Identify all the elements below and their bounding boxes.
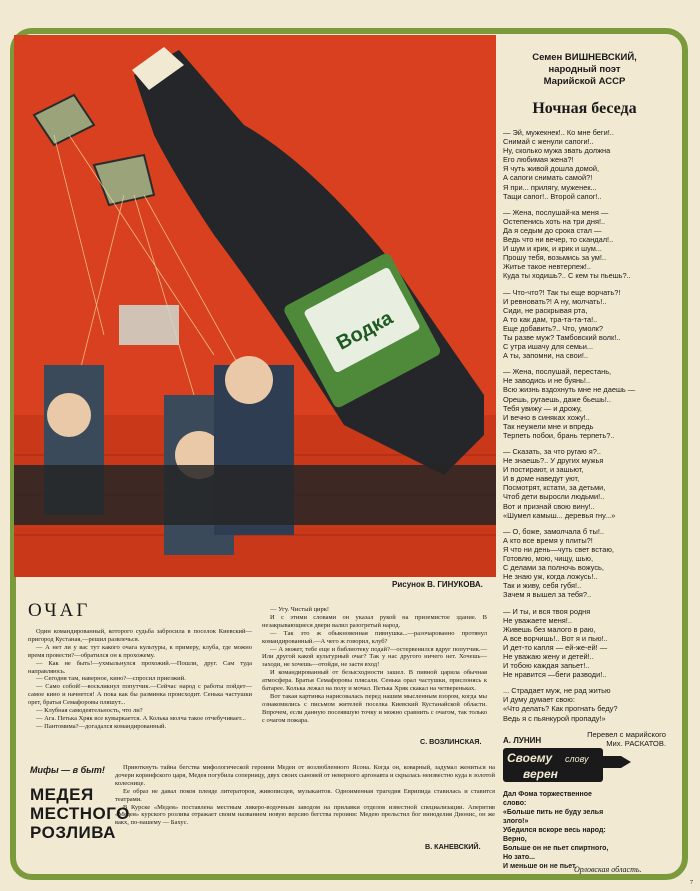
fable-line: злого!» [503,818,529,825]
poem-line: Терпеть побои, брань терпеть?.. [503,430,615,440]
poem-title: Ночная беседа [532,100,637,117]
poem-stanza [503,208,666,281]
fable-location: Орловская область. [574,865,642,874]
paragraph: И с этими словами он указал рукой на приземистое здание. В незакрывающиеся двери валил разогретый народ. [262,613,487,629]
paragraph: Приюткнуть тайна бегства мифологической героини Медеи от возлюбленного Ясона. Когда он, коварный, задумал жениться на дочери коринфского царя, Медея погубила соперницу, двух своих сыновей от неверного аргонавта и скрылась неизвестно куда в золотой колеснице. [115,764,495,787]
page-number: 7 [690,880,693,886]
medea-title-line: РОЗЛИВА [30,823,116,842]
paragraph: — Сегодня там, наверное, кино?—спросил приезжий. [36,675,186,683]
poem-line: Готовлю, мою, чищу, шью, [503,554,594,564]
poem-line: — Жена, послушай, перестань, [503,367,612,377]
poem-line: И ревновать?! А ну, молчать!.. [503,296,607,306]
poem-line: Куда ты ходишь?.. С кем ты пьешь?.. [503,271,631,281]
poem-line: Всю жизнь вздохнуть мне не даешь — [503,385,636,395]
author-line: Марийской АССР [543,76,626,87]
poem-line: Не заводись и не буянь!.. [503,376,591,386]
fable-line: Убедился вскоре весь народ: [503,827,606,834]
poem-stanza [503,686,666,722]
poem-line: И шум и крик, и крик и шум... [503,244,602,254]
ochag-column-2 [262,606,487,725]
paragraph: Вот такая картинка нарисовалась перед нашим мысленным взором, когда мы ознакомились с письмом жителей поселка Киевский Кустанайской области. Впрочем, если данную посеявшую точку и можно сравнить с очагом, так только с очагом пожара. [262,692,487,724]
fable-line: Но зато... [503,854,536,861]
poem-line: Остепенись хоть на три дня!.. [503,216,606,226]
paragraph: — А может, тебе еще и библиотеку подай?—остервенился вдруг попутчик.—Или другой какой культурный очаг? Так у нас другого ничего нет. Хочешь—заходи, не хочешь—отойди, не застя вход! [262,645,487,669]
fable-line: Дал Фома торжественное [503,791,592,798]
ochag-signature: С. ВОЗЛИНСКАЯ. [420,737,482,746]
poem-line: Еще добавить?.. Что, умолк? [503,323,603,333]
poem-line: Тебя увижу — и дрожу, [503,403,582,413]
ochag-column-1 [28,628,252,731]
poem-line: И в доме наведут уют, [503,474,580,484]
poem-stanza [503,288,666,361]
poem-line: «Что делать? Как прогнать беду? [503,704,618,714]
myth-column-1 [115,764,495,827]
paragraph: — Пантомима?—догадался командированный. [36,722,167,730]
poem-line: Не нравится —беги разводи!.. [503,670,607,680]
author-line: Семен ВИШНЕВСКИЙ, [532,52,637,63]
poem-line: Посмотрят, кстати, за детьми, [503,483,606,493]
poem-line: — И ты, и вся твоя родня [503,606,591,616]
fable-line: Больше он не пьет спиртного, [503,845,609,852]
poem-line: А то как дам, тра-та-та-та!.. [503,314,598,324]
poem-line: Ведь я с пьянкурой пропаду!» [503,713,606,723]
poem-line: Так неужели мне и впредь [503,421,594,431]
ochag-title: ОЧАГ [28,600,91,621]
poem-line: Да я седым до срока стал — [503,225,602,235]
paragraph: — Так это ж обыкновенная пивнушка...—разочарованно протянул командированный.—А чего ж говорил, клуб? [262,629,487,645]
poem-line: Ты разве муж? Тамбовский волк!.. [503,332,621,342]
poem-line: Я что ни день—чуть свет встаю, [503,544,614,554]
poem-line: Не знаешь?.. У других мужья [503,456,604,466]
poem-stanza [503,128,666,201]
poem-line: — О, боже, замолчала б ты!.. [503,526,604,536]
medea-title-line: МЕДЕЯ [30,785,94,804]
poem-stanza [503,527,666,600]
poem-line: А сапоги снимать самой?! [503,173,593,183]
poem-line: Я при... прилягу, муженек... [503,182,597,192]
paragraph: — Как не быть!—ухмыльнулся прохожий.—Пошли, друг. Сам туда направляюсь. [28,659,252,675]
paragraph: Ее образ не давал покоя плеяде литераторов, живописцев, музыкантов. Одноименная трагедия Еврипида ставилась и ставится театрами. [115,787,495,803]
poem-line: Снимай с женули сапоги!.. [503,137,594,147]
paragraph: В Курске «Медея» поставлена местным ликеро-водочным заводом на прилавки отделов известной специализации. Аперитив «Медея» курского розлива отражает своим названием новую версию бегства героини: Медею прельстил бог виноделия Дионис, он же вакх, по-нашему — Бахус. [115,803,495,827]
poem-line: Ведь что ни вечер, то скандал!.. [503,235,614,245]
poem-line: ... Страдает муж, не рад житью [503,686,611,696]
paragraph: — Угу. Чистый цирк! [270,606,330,613]
paragraph: И командированный от безысходности зашел. В пивной царила обычная атмосфера. Братья Семафоровы плясали. Сенька орал частушки, прислонясь к батарее. Колька лежал на полу и мочал. Петька Хряк скакал на четвереньках. [262,669,487,693]
poem-line: Вот и признай свою вину!.. [503,501,595,511]
poem-line: — Сказать, за что ругаю я?.. [503,447,601,456]
logo-word: Своему [507,751,553,765]
poem-line: Тащи сапог!.. Второй сапог!.. [503,191,602,201]
poem-line: И дет-то капля — ей-же-ей! — [503,642,608,652]
poem-line: Не уважаю жену и детей!.. [503,651,594,661]
poem-line: Зачем я вышел за тебя?.. [503,590,592,600]
paragraph: — Клубная самодеятельность, что ли? [36,707,143,715]
fable-line: Верно, [503,836,527,843]
translator-line: Мих. РАСКАТОВ. [606,739,666,749]
poem-stanzas [503,128,666,723]
poem-line: И думу думает свою: [503,695,575,705]
fable-author: А. ЛУНИН [503,736,542,745]
author-line: народный поэт [548,64,621,75]
poem-line: Ну, сколько мужа звать должна [503,146,611,156]
poem-author [503,52,666,88]
fable-text [503,790,673,871]
poem-line: С утра ишачу для семьи... [503,342,594,352]
illustration-svg [14,35,496,577]
illustration-caption: Рисунок В. ГИНУКОВА. [392,580,483,589]
poem-line: — Жена, послушай-ка меня — [503,207,609,217]
logo-word: верен [523,767,558,781]
poem-line: Живешь без малого в раю, [503,624,596,634]
poem-line: Орешь, ругаешь, даже бьешь!.. [503,394,611,404]
poem-line: Сиди, не раскрывая рта, [503,305,588,315]
paragraph: — Само собой!—воскликнул попутчик.—Сейчас народ с работы пойдет—самое кино и начнется! А пока как бы разминка происходит. Сенька частушки орет, братья Семафоровы пляшут... [28,683,252,707]
logo-word: слову [565,754,589,764]
poem-line: И постирают, и зашьют, [503,465,584,475]
poem-line: А кто все время у плиты?! [503,535,593,545]
myth-signature: В. КАНЕВСКИЙ. [425,842,481,851]
vodka-illustration [14,35,496,577]
svoemu-logo [503,748,633,784]
poem-line: Его любимая жена?! [503,155,574,165]
poem-line: Не знаю уж, когда ложусь!.. [503,572,598,582]
poem-line: И тобою каждая запьет!.. [503,661,590,671]
poem-line: А ты, запомни, на свои!.. [503,351,588,361]
fable-line: слово: [503,800,527,807]
poem-line: Не уважаете меня!.. [503,615,572,625]
fable-line: И меньше он не пьет. [503,863,577,870]
poem-line: Я чуть живой дошла домой, [503,164,600,174]
poem-stanza [503,367,666,440]
poem-line: С делами за полночь вожусь, [503,563,604,573]
paragraph: — А нет ли у вас тут какого очага культуры, к примеру, клуба, где можно время провести?—обратился он к прохожему. [28,643,252,659]
fable-line: «Больше пить не буду зелья [503,809,604,816]
poem-stanza [503,607,666,680]
poem-line: И вечно в синяках хожу!.. [503,412,590,422]
poem-column [503,52,666,749]
poem-line: — Что-что?! Так ты еще ворчать?! [503,287,621,297]
bottle-label-text: Водка [333,306,397,355]
poem-line: А все ворчишь!.. Вот я и пью!.. [503,633,608,643]
medea-title-line: МЕСТНОГО [30,804,130,823]
poem-line: Так и живу, себя губя!.. [503,581,582,591]
paragraph: — Ага. Петька Хряк все кувыркается. А Колька молча такое отчебучивает... [36,714,246,722]
paragraph: Один командированный, которого судьба забросила в поселок Киевский—пригород Кустаная,—решил развлечься. [28,628,252,643]
poem-stanza [503,447,666,520]
poem-line: Прошу тебя, возьмись за ум!.. [503,253,607,263]
myth-heading: Мифы — в быт! [30,765,105,775]
translator-line: Перевел с марийского [587,729,666,739]
poem-line: Чтоб дети выросли людьми!.. [503,492,605,502]
poem-line: — Эй, мужекнек!.. Ко мне беги!.. [503,128,614,137]
poem-line: Житье такое невтерпеж!.. [503,262,591,272]
poem-line: «Шумел камыш... деревья гну...» [503,510,616,520]
